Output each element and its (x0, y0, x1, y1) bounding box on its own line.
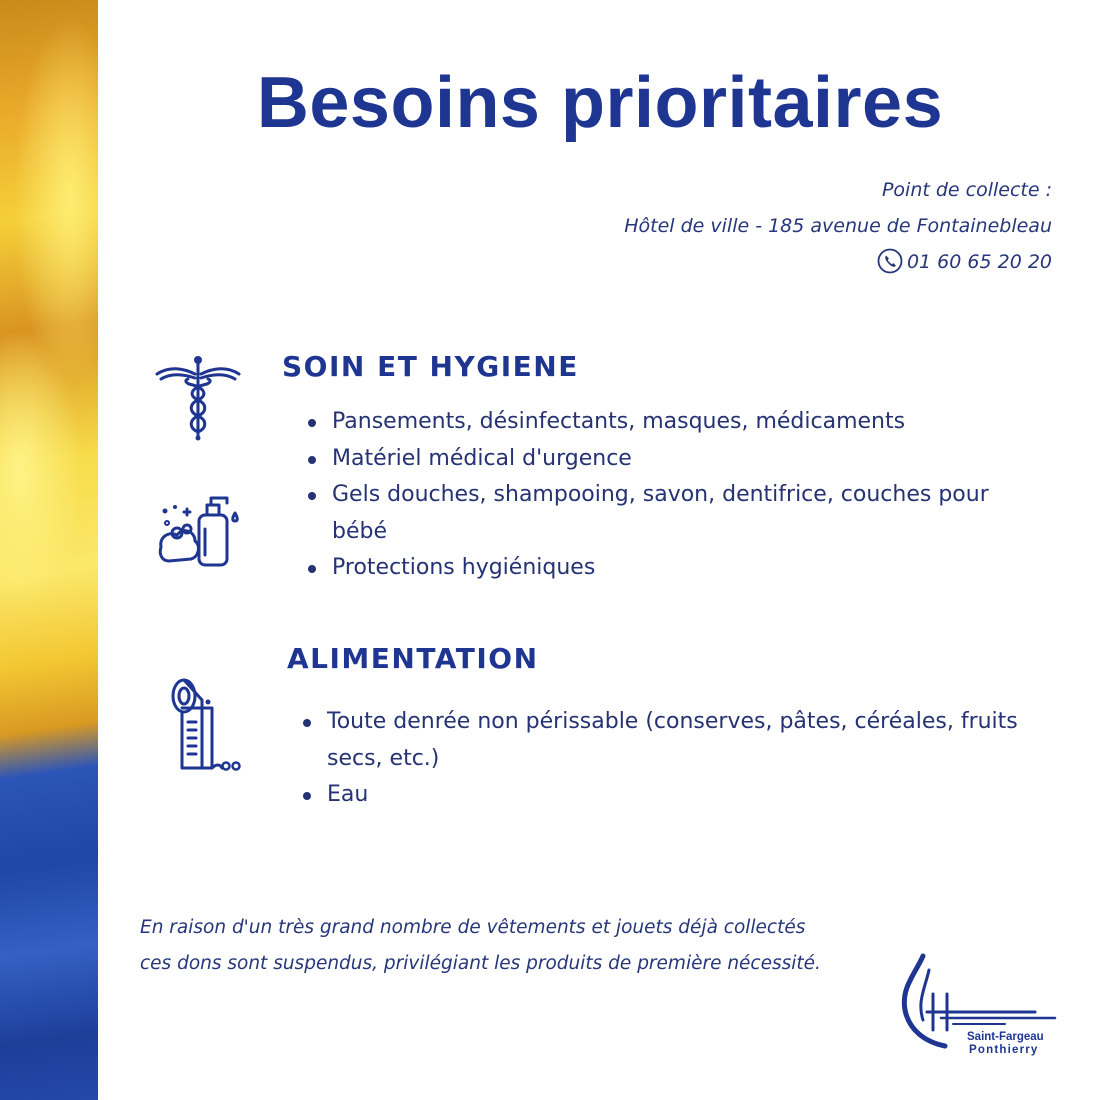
list-alimentation (301, 704, 1021, 814)
list-item: Toute denrée non périssable (conserves, pâtes, céréales, fruits secs, etc.) (301, 704, 1021, 777)
section-title-alimentation: ALIMENTATION (287, 642, 539, 675)
collection-point-phone: 01 60 65 20 20 (906, 251, 1052, 273)
list-item: Eau (301, 777, 1021, 814)
list-item: Matériel médical d'urgence (306, 441, 1046, 478)
list-soin-hygiene (306, 404, 1046, 587)
collection-point-address: Hôtel de ville - 185 avenue de Fontainebleau (624, 215, 1052, 237)
collection-point-phone-line (492, 244, 1052, 280)
list-item: Protections hygiéniques (306, 550, 1046, 587)
food-can-icon (168, 678, 244, 774)
list-item: Pansements, désinfectants, masques, médicaments (306, 404, 1046, 441)
caduceus-icon (155, 352, 241, 442)
collection-point-label: Point de collecte : (881, 179, 1052, 201)
list-item: Gels douches, shampooing, savon, dentifrice, couches pour bébé (306, 477, 1046, 550)
collection-point-info (492, 172, 1052, 280)
page-title: Besoins prioritaires (256, 63, 944, 143)
logo-text-line1: Saint-Fargeau (967, 1031, 1044, 1043)
section-title-soin-hygiene: SOIN ET HYGIENE (282, 350, 579, 383)
suspension-note-line: En raison d'un très grand nombre de vêtements et jouets déjà collectés (140, 917, 806, 938)
suspension-note-line: ces dons sont suspendus, privilégiant les produits de première nécessité. (140, 953, 821, 974)
phone-icon (877, 248, 903, 274)
suspension-note (140, 910, 860, 982)
logo-text-line2: Ponthierry (969, 1044, 1039, 1056)
soap-bottle-icon (155, 493, 245, 573)
city-logo (895, 948, 1070, 1063)
decorative-color-band (0, 0, 98, 1100)
